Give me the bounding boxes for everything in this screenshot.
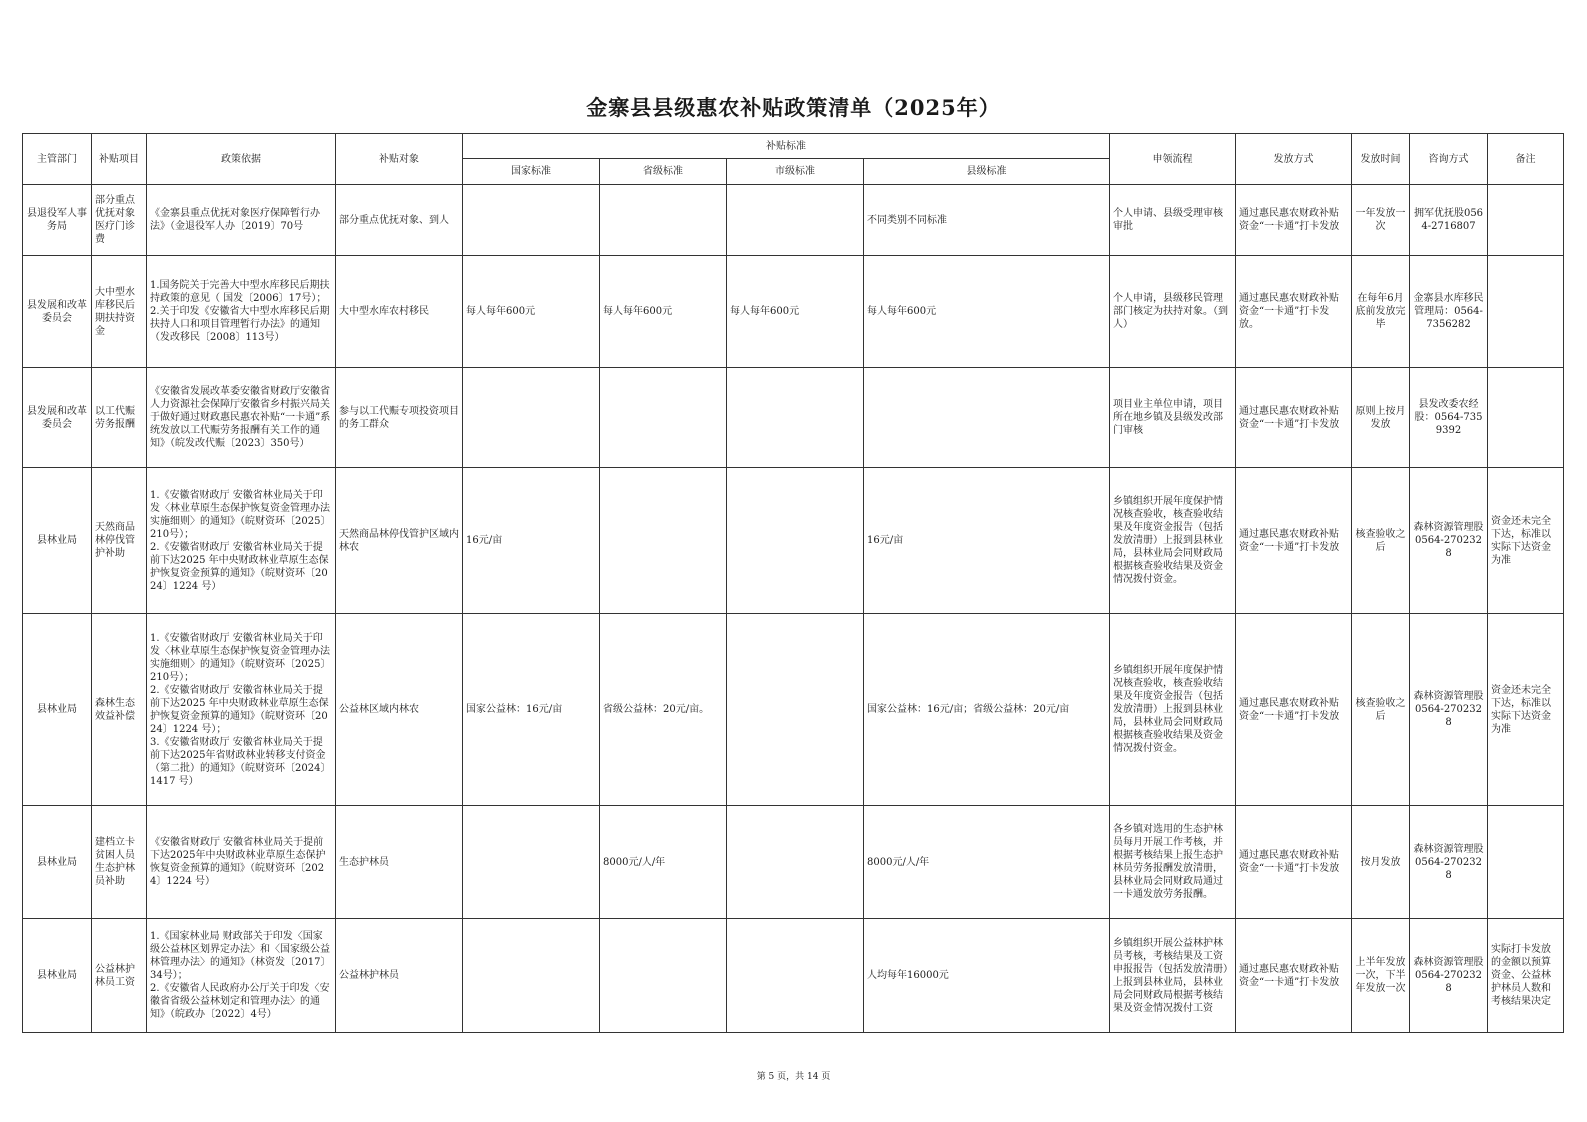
cell-process: 个人申请、县级受理审核审批 (1110, 185, 1236, 256)
cell-time: 在每年6月底前发放完毕 (1352, 256, 1410, 368)
cell-method: 通过惠民惠农财政补贴资金“一卡通”打卡发放 (1236, 614, 1352, 806)
cell-target: 部分重点优抚对象、到人 (336, 185, 463, 256)
table-row (23, 468, 1564, 614)
cell-county: 人均每年16000元 (864, 919, 1110, 1033)
cell-remark (1488, 256, 1564, 368)
cell-process: 个人申请，县级移民管理部门核定为扶持对象。（到人） (1110, 256, 1236, 368)
header-target: 补贴对象 (336, 134, 463, 185)
cell-county: 8000元/人/年 (864, 806, 1110, 919)
cell-time: 一年发放一次 (1352, 185, 1410, 256)
cell-process: 各乡镇对选用的生态护林员每月开展工作考核，并根据考核结果上报生态护林员劳务报酬发放清册，县林业局会同财政局通过一卡通发放劳务报酬。 (1110, 806, 1236, 919)
cell-item: 大中型水库移民后期扶持资金 (92, 256, 147, 368)
header-method: 发放方式 (1236, 134, 1352, 185)
cell-county: 不同类别不同标准 (864, 185, 1110, 256)
cell-dept: 县林业局 (23, 806, 92, 919)
cell-method: 通过惠民惠农财政补贴资金“一卡通”打卡发放 (1236, 806, 1352, 919)
cell-dept: 县林业局 (23, 468, 92, 614)
cell-contact: 金寨县水库移民管理局：0564-7356282 (1410, 256, 1488, 368)
cell-contact: 森林资源管理股0564-2702328 (1410, 919, 1488, 1033)
cell-item: 天然商品林停伐管护补助 (92, 468, 147, 614)
table-row (23, 919, 1564, 1033)
header-provincial: 省级标准 (600, 159, 727, 185)
cell-target: 天然商品林停伐管护区域内林农 (336, 468, 463, 614)
cell-national: 国家公益林：16元/亩 (463, 614, 600, 806)
cell-national: 每人每年600元 (463, 256, 600, 368)
cell-basis: 1.《安徽省财政厅 安徽省林业局关于印发〈林业草原生态保护恢复资金管理办法实施细则〉的通知》（皖财资环〔2025〕210号）； 2.《安徽省财政厅 安徽省林业局关于提前下达2025 年中央财政林业草原生态保护恢复资金预算的通知》（皖财资环〔2024〕1224 号） (147, 468, 336, 614)
table-row (23, 256, 1564, 368)
page-footer: 第 5 页，共 14 页 (756, 1072, 831, 1082)
cell-target: 参与以工代赈专项投资项目的务工群众 (336, 368, 463, 468)
cell-time: 核查验收之后 (1352, 468, 1410, 614)
cell-county (864, 368, 1110, 468)
cell-contact: 森林资源管理股0564-2702328 (1410, 468, 1488, 614)
cell-item: 公益林护林员工资 (92, 919, 147, 1033)
header-time: 发放时间 (1352, 134, 1410, 185)
cell-remark (1488, 368, 1564, 468)
cell-basis: 《安徽省发展改革委安徽省财政厅安徽省人力资源社会保障厅安徽省乡村振兴局关于做好通过财政惠民惠农补贴“一卡通”系统发放以工代赈劳务报酬有关工作的通知》（皖发改代赈〔2023〕350号） (147, 368, 336, 468)
cell-dept: 县发展和改革委员会 (23, 368, 92, 468)
cell-item: 部分重点优抚对象医疗门诊费 (92, 185, 147, 256)
cell-contact: 森林资源管理股0564-2702328 (1410, 806, 1488, 919)
header-row-1 (23, 134, 1564, 159)
cell-time: 按月发放 (1352, 806, 1410, 919)
cell-time: 核查验收之后 (1352, 614, 1410, 806)
cell-provincial (600, 368, 727, 468)
table-row (23, 806, 1564, 919)
cell-item: 建档立卡贫困人员生态护林员补助 (92, 806, 147, 919)
cell-method: 通过惠民惠农财政补贴资金“一卡通”打卡发放 (1236, 368, 1352, 468)
cell-provincial (600, 919, 727, 1033)
cell-contact: 森林资源管理股0564-2702328 (1410, 614, 1488, 806)
cell-national (463, 185, 600, 256)
cell-item: 森林生态效益补偿 (92, 614, 147, 806)
cell-national (463, 368, 600, 468)
cell-municipal (727, 185, 864, 256)
cell-municipal: 每人每年600元 (727, 256, 864, 368)
cell-method: 通过惠民惠农财政补贴资金“一卡通”打卡发放。 (1236, 256, 1352, 368)
cell-provincial: 每人每年600元 (600, 256, 727, 368)
cell-process: 乡镇组织开展年度保护情况核查验收，核查验收结果及年度资金报告（包括发放清册）上报到县林业局，县林业局会同财政局根据核查验收结果及资金情况拨付资金。 (1110, 614, 1236, 806)
cell-municipal (727, 919, 864, 1033)
cell-dept: 县林业局 (23, 919, 92, 1033)
cell-item: 以工代赈劳务报酬 (92, 368, 147, 468)
cell-process: 项目业主单位申请，项目所在地乡镇及县级发改部门审核 (1110, 368, 1236, 468)
header-process: 申领流程 (1110, 134, 1236, 185)
cell-county: 16元/亩 (864, 468, 1110, 614)
cell-method: 通过惠民惠农财政补贴资金“一卡通”打卡发放 (1236, 919, 1352, 1033)
cell-basis: 1.《国家林业局 财政部关于印发〈国家级公益林区划界定办法〉和〈国家级公益林管理办法〉的通知》（林资发〔2017〕34号）； 2.《安徽省人民政府办公厅关于印发〈安徽省省级公益林划定和管理办法〉的通知》（皖政办〔2022〕4号） (147, 919, 336, 1033)
cell-remark: 资金还未完全下达，标准以实际下达资金为准 (1488, 468, 1564, 614)
cell-method: 通过惠民惠农财政补贴资金“一卡通”打卡发放 (1236, 185, 1352, 256)
cell-remark (1488, 806, 1564, 919)
cell-dept: 县退役军人事务局 (23, 185, 92, 256)
cell-remark (1488, 185, 1564, 256)
subsidy-policy-table (22, 133, 1564, 1033)
header-item: 补贴项目 (92, 134, 147, 185)
cell-national (463, 919, 600, 1033)
cell-basis: 1.《安徽省财政厅 安徽省林业局关于印发〈林业草原生态保护恢复资金管理办法实施细则〉的通知》（皖财资环〔2025〕210号）； 2.《安徽省财政厅 安徽省林业局关于提前下达2025 年中央财政林业草原生态保护恢复资金预算的通知》（皖财资环〔2024〕1224 号）； 3.《安徽省财政厅 安徽省林业局关于提前下达2025年省财政林业转移支付资金（第二批）的通知》（皖财资环〔2024〕1417 号） (147, 614, 336, 806)
cell-remark: 资金还未完全下达，标准以实际下达资金为准 (1488, 614, 1564, 806)
cell-dept: 县林业局 (23, 614, 92, 806)
cell-municipal (727, 468, 864, 614)
cell-contact: 拥军优抚股0564-2716807 (1410, 185, 1488, 256)
cell-basis: 《金寨县重点优抚对象医疗保障暂行办法》（金退役军人办〔2019〕70号 (147, 185, 336, 256)
cell-county: 每人每年600元 (864, 256, 1110, 368)
header-remark: 备注 (1488, 134, 1564, 185)
table-row (23, 185, 1564, 256)
header-municipal: 市级标准 (727, 159, 864, 185)
cell-provincial (600, 185, 727, 256)
cell-target: 公益林区域内林农 (336, 614, 463, 806)
header-national: 国家标准 (463, 159, 600, 185)
header-contact: 咨询方式 (1410, 134, 1488, 185)
cell-time: 上半年发放一次，下半年发放一次 (1352, 919, 1410, 1033)
cell-target: 生态护林员 (336, 806, 463, 919)
page-title: 金寨县县级惠农补贴政策清单（2025年） (586, 95, 1001, 120)
cell-municipal (727, 806, 864, 919)
cell-national: 16元/亩 (463, 468, 600, 614)
table-row (23, 614, 1564, 806)
cell-method: 通过惠民惠农财政补贴资金“一卡通”打卡发放 (1236, 468, 1352, 614)
cell-remark: 实际打卡发放的金额以预算资金、公益林护林员人数和考核结果决定 (1488, 919, 1564, 1033)
header-standard-group: 补贴标准 (463, 134, 1110, 159)
cell-provincial (600, 468, 727, 614)
cell-basis: 1.国务院关于完善大中型水库移民后期扶持政策的意见（ 国发〔2006〕17号）； 2.关于印发《安徽省大中型水库移民后期扶持人口和项目管理暂行办法》的通知（发改移民〔2008〕113号） (147, 256, 336, 368)
cell-contact: 县发改委农经股：0564-7359392 (1410, 368, 1488, 468)
header-county: 县级标准 (864, 159, 1110, 185)
cell-municipal (727, 368, 864, 468)
header-dept: 主管部门 (23, 134, 92, 185)
cell-process: 乡镇组织开展公益林护林员考核，考核结果及工资申报报告（包括发放清册）上报到县林业局，县林业局会同财政局根据考核结果及资金情况拨付工资 (1110, 919, 1236, 1033)
cell-time: 原则上按月发放 (1352, 368, 1410, 468)
cell-provincial: 8000元/人/年 (600, 806, 727, 919)
cell-municipal (727, 614, 864, 806)
header-basis: 政策依据 (147, 134, 336, 185)
table-row (23, 368, 1564, 468)
cell-target: 公益林护林员 (336, 919, 463, 1033)
cell-national (463, 806, 600, 919)
cell-county: 国家公益林：16元/亩；省级公益林：20元/亩 (864, 614, 1110, 806)
table-body (23, 185, 1564, 1033)
cell-provincial: 省级公益林：20元/亩。 (600, 614, 727, 806)
cell-basis: 《安徽省财政厅 安徽省林业局关于提前下达2025年中央财政林业草原生态保护恢复资金预算的通知》（皖财资环〔2024〕1224 号） (147, 806, 336, 919)
cell-dept: 县发展和改革委员会 (23, 256, 92, 368)
cell-target: 大中型水库农村移民 (336, 256, 463, 368)
cell-process: 乡镇组织开展年度保护情况核查验收，核查验收结果及年度资金报告（包括发放清册）上报到县林业局，县林业局会同财政局根据核查验收结果及资金情况拨付资金。 (1110, 468, 1236, 614)
